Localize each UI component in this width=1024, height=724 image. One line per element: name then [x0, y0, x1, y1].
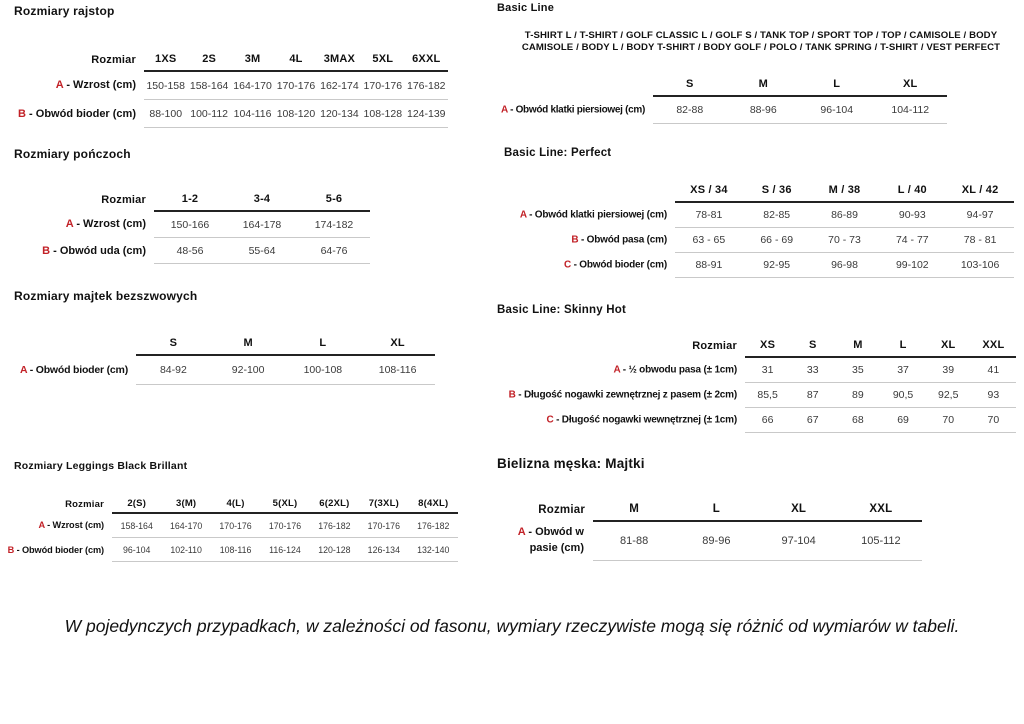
- row-label-text: A - Obwód w pasie (cm): [517, 526, 584, 554]
- size-value-cell: 150-166: [154, 211, 226, 238]
- row-label: [14, 100, 144, 128]
- row-letter: C: [546, 414, 554, 426]
- header-row: [497, 176, 1014, 202]
- row-label-text: B - Obwód uda (cm): [42, 244, 146, 257]
- size-table-basic-line: [497, 70, 947, 124]
- row-label-text: A - Wzrost (cm): [55, 79, 136, 92]
- row-letter: A: [501, 104, 508, 116]
- column-header: XS: [745, 331, 790, 357]
- column-header: L: [800, 70, 874, 96]
- row-letter: B: [18, 107, 26, 120]
- table-row: [14, 71, 448, 100]
- size-value-cell: 31: [745, 357, 790, 383]
- size-value-cell: 87: [790, 383, 835, 408]
- size-value-cell: 105-112: [840, 521, 922, 561]
- size-table: [497, 331, 1016, 433]
- header-row: [497, 70, 947, 96]
- size-value-cell: 170-176: [361, 71, 404, 100]
- size-value-cell: 70: [971, 408, 1016, 433]
- size-value-cell: 92-100: [211, 355, 286, 385]
- section-title-bielizna-meska: Bielizna męska: Majtki: [497, 456, 645, 471]
- row-letter: A: [519, 209, 527, 221]
- corner-label: Rozmiar: [538, 504, 585, 516]
- size-value-cell: 170-176: [274, 71, 317, 100]
- row-label: [14, 71, 144, 100]
- size-value-cell: 74 - 77: [878, 228, 946, 253]
- corner-label: Rozmiar: [91, 54, 136, 66]
- column-header: XS / 34: [675, 176, 743, 202]
- column-header: 5(XL): [260, 493, 309, 513]
- row-letter: A: [55, 79, 64, 92]
- section-title-basic-perfect: Basic Line: Perfect: [504, 147, 612, 159]
- size-value-cell: 84-92: [136, 355, 211, 385]
- size-value-cell: 116-124: [260, 538, 309, 562]
- section-title-majtek-bezszwowe: Rozmiary majtek bezszwowych: [14, 289, 198, 303]
- column-header: M: [593, 495, 675, 521]
- column-header: 4(L): [211, 493, 260, 513]
- size-value-cell: 170-176: [260, 513, 309, 538]
- size-value-cell: 86-89: [811, 202, 879, 228]
- size-table: [14, 45, 448, 128]
- row-label: [14, 513, 112, 538]
- size-value-cell: 66 - 69: [743, 228, 811, 253]
- table-row: [14, 538, 458, 562]
- table-row: [14, 238, 370, 264]
- column-header: XXL: [971, 331, 1016, 357]
- table-row: [497, 96, 947, 124]
- size-value-cell: 158-164: [187, 71, 230, 100]
- row-label-text: A - ½ obwodu pasa (± 1cm): [613, 364, 737, 376]
- size-value-cell: 96-98: [811, 253, 879, 278]
- column-header: 5XL: [361, 45, 404, 71]
- size-value-cell: 66: [745, 408, 790, 433]
- size-value-cell: 176-182: [405, 71, 448, 100]
- header-row: [497, 331, 1016, 357]
- row-letter: B: [508, 389, 516, 401]
- row-label-text: A - Wzrost (cm): [38, 520, 104, 531]
- size-value-cell: 164-178: [226, 211, 298, 238]
- table-row: [497, 521, 922, 561]
- row-label: [7, 538, 112, 562]
- header-row: [14, 185, 370, 211]
- section-title-leggings: Rozmiary Leggings Black Brillant: [14, 460, 188, 472]
- size-value-cell: 63 - 65: [675, 228, 743, 253]
- column-header: XL: [926, 331, 971, 357]
- size-value-cell: 120-128: [310, 538, 359, 562]
- size-value-cell: 70 - 73: [811, 228, 879, 253]
- row-label-text: B - Obwód bioder (cm): [7, 544, 104, 555]
- size-value-cell: 33: [790, 357, 835, 383]
- size-value-cell: 108-120: [274, 100, 317, 128]
- header-row: [14, 493, 458, 513]
- column-header: 6(2XL): [310, 493, 359, 513]
- size-value-cell: 39: [926, 357, 971, 383]
- row-label-text: A - Obwód klatki piersiowej (cm): [501, 104, 645, 116]
- size-value-cell: 37: [880, 357, 925, 383]
- size-value-cell: 78-81: [675, 202, 743, 228]
- row-label: [497, 383, 745, 408]
- column-header: M: [211, 329, 286, 355]
- section-title-basic-line: Basic Line: [497, 2, 555, 14]
- size-table-ponczoch: [14, 185, 370, 264]
- column-header: 2S: [187, 45, 230, 71]
- column-header: 4L: [274, 45, 317, 71]
- column-header: M: [727, 70, 801, 96]
- size-table: [7, 493, 458, 562]
- column-header: 2(S): [112, 493, 161, 513]
- size-value-cell: 108-116: [211, 538, 260, 562]
- size-value-cell: 176-182: [310, 513, 359, 538]
- corner-label: Rozmiar: [65, 499, 104, 510]
- size-value-cell: 124-139: [405, 100, 448, 128]
- table-row: [14, 355, 435, 385]
- size-value-cell: 99-102: [878, 253, 946, 278]
- row-label: [497, 96, 653, 124]
- row-letter: A: [517, 526, 526, 539]
- size-value-cell: 104-112: [874, 96, 948, 124]
- column-header: L: [675, 495, 757, 521]
- column-header: 3M: [231, 45, 274, 71]
- size-value-cell: 108-128: [361, 100, 404, 128]
- size-value-cell: 120-134: [318, 100, 361, 128]
- size-value-cell: 89: [835, 383, 880, 408]
- column-header: XXL: [840, 495, 922, 521]
- table-row: [497, 253, 1014, 278]
- table-row: [14, 211, 370, 238]
- corner-label: [14, 329, 136, 355]
- size-value-cell: 41: [971, 357, 1016, 383]
- column-header: 3-4: [226, 185, 298, 211]
- row-label-text: B - Długość nogawki zewnętrznej z pasem (± 2cm): [508, 389, 737, 401]
- size-table: [497, 495, 922, 561]
- row-label: [14, 355, 136, 385]
- column-header: 6XXL: [405, 45, 448, 71]
- column-header: 3MAX: [318, 45, 361, 71]
- table-row: [14, 100, 448, 128]
- size-value-cell: 164-170: [161, 513, 210, 538]
- size-value-cell: 35: [835, 357, 880, 383]
- size-table-rajstop: [14, 45, 448, 128]
- column-header: M: [835, 331, 880, 357]
- size-value-cell: 82-85: [743, 202, 811, 228]
- size-value-cell: 132-140: [409, 538, 458, 562]
- size-table-leggings: [7, 493, 458, 562]
- header-row: [14, 329, 435, 355]
- size-value-cell: 48-56: [154, 238, 226, 264]
- size-value-cell: 85,5: [745, 383, 790, 408]
- header-row: [14, 45, 448, 71]
- column-header: S: [790, 331, 835, 357]
- row-label: [497, 253, 675, 278]
- size-value-cell: 55-64: [226, 238, 298, 264]
- size-value-cell: 88-100: [144, 100, 187, 128]
- row-letter: B: [7, 544, 15, 555]
- corner-label: [497, 70, 653, 96]
- size-value-cell: 90,5: [880, 383, 925, 408]
- size-value-cell: 88-96: [727, 96, 801, 124]
- size-value-cell: 164-170: [231, 71, 274, 100]
- column-header: XL: [758, 495, 840, 521]
- table-row: [14, 513, 458, 538]
- row-letter: A: [65, 218, 74, 231]
- column-header: S: [136, 329, 211, 355]
- size-table-basic-perfect: [497, 176, 1014, 278]
- size-value-cell: 69: [880, 408, 925, 433]
- column-header: L: [880, 331, 925, 357]
- size-value-cell: 70: [926, 408, 971, 433]
- row-label: [14, 211, 154, 238]
- column-header: L: [286, 329, 361, 355]
- row-label-text: C - Długość nogawki wewnętrznej (± 1cm): [546, 414, 737, 426]
- size-value-cell: 126-134: [359, 538, 408, 562]
- column-header: XL / 42: [946, 176, 1014, 202]
- size-table: [497, 70, 947, 124]
- row-letter: A: [613, 364, 621, 376]
- row-label-text: B - Obwód bioder (cm): [18, 107, 136, 120]
- size-value-cell: 82-88: [653, 96, 727, 124]
- table-row: [497, 228, 1014, 253]
- size-value-cell: 103-106: [946, 253, 1014, 278]
- size-value-cell: 170-176: [211, 513, 260, 538]
- size-value-cell: 108-116: [360, 355, 435, 385]
- header-row: [497, 495, 922, 521]
- size-value-cell: 93: [971, 383, 1016, 408]
- table-row: [497, 357, 1016, 383]
- column-header: S: [653, 70, 727, 96]
- section-title-ponczoch: Rozmiary pończoch: [14, 147, 131, 161]
- size-value-cell: 150-158: [144, 71, 187, 100]
- size-table: [497, 176, 1014, 278]
- size-table-skinny-hot: [497, 331, 1016, 433]
- row-letter: B: [571, 234, 579, 246]
- basic-line-product-list: T-SHIRT L / T-SHIRT / GOLF CLASSIC L / GOLF S / TANK TOP / SPORT TOP / TOP / CAMISOLE / BODY CAMISOLE / BODY L / BODY T-SHIRT / BODY GOLF / POLO / TANK SPRING / T-SHIRT / VEST PERFECT: [521, 30, 1001, 54]
- size-value-cell: 64-76: [298, 238, 370, 264]
- row-letter: C: [563, 259, 571, 271]
- column-header: S / 36: [743, 176, 811, 202]
- size-value-cell: 68: [835, 408, 880, 433]
- column-header: 8(4XL): [409, 493, 458, 513]
- row-letter: A: [20, 363, 27, 376]
- size-value-cell: 92,5: [926, 383, 971, 408]
- column-header: 3(M): [161, 493, 210, 513]
- table-row: [497, 408, 1016, 433]
- section-title-rajstop: Rozmiary rajstop: [14, 4, 115, 18]
- size-value-cell: 96-104: [800, 96, 874, 124]
- size-value-cell: 100-108: [286, 355, 361, 385]
- column-header: L / 40: [878, 176, 946, 202]
- row-letter: A: [38, 520, 45, 531]
- row-label-text: A - Obwód bioder (cm): [20, 363, 128, 376]
- size-value-cell: 100-112: [187, 100, 230, 128]
- column-header: M / 38: [811, 176, 879, 202]
- table-row: [497, 383, 1016, 408]
- size-value-cell: 67: [790, 408, 835, 433]
- section-title-skinny-hot: Basic Line: Skinny Hot: [497, 304, 627, 316]
- size-value-cell: 102-110: [161, 538, 210, 562]
- size-value-cell: 94-97: [946, 202, 1014, 228]
- size-value-cell: 81-88: [593, 521, 675, 561]
- size-value-cell: 96-104: [112, 538, 161, 562]
- size-value-cell: 97-104: [758, 521, 840, 561]
- size-table: [14, 185, 370, 264]
- row-label-text: A - Wzrost (cm): [65, 218, 146, 231]
- footnote-text: W pojedynczych przypadkach, w zależności od fasonu, wymiary rzeczywiste mogą się różnić od wymiarów w tabeli.: [64, 616, 960, 636]
- size-value-cell: 162-174: [318, 71, 361, 100]
- row-label: [497, 408, 745, 433]
- row-label: [497, 228, 675, 253]
- table-row: [497, 202, 1014, 228]
- column-header: 7(3XL): [359, 493, 408, 513]
- column-header: 1XS: [144, 45, 187, 71]
- size-value-cell: 89-96: [675, 521, 757, 561]
- column-header: XL: [360, 329, 435, 355]
- size-value-cell: 92-95: [743, 253, 811, 278]
- row-label: [497, 357, 745, 383]
- row-label: [14, 238, 154, 264]
- size-value-cell: 78 - 81: [946, 228, 1014, 253]
- size-table: [14, 329, 435, 385]
- size-value-cell: 90-93: [878, 202, 946, 228]
- size-value-cell: 170-176: [359, 513, 408, 538]
- corner-label: [497, 176, 675, 202]
- size-value-cell: 158-164: [112, 513, 161, 538]
- row-label: [497, 202, 675, 228]
- row-label-text: C - Obwód bioder (cm): [563, 259, 667, 271]
- corner-label: Rozmiar: [101, 194, 146, 206]
- corner-label: Rozmiar: [692, 340, 737, 352]
- row-label-text: A - Obwód klatki piersiowej (cm): [519, 209, 667, 221]
- size-value-cell: 104-116: [231, 100, 274, 128]
- column-header: XL: [874, 70, 948, 96]
- size-table-majtek-bezszwowe: [14, 329, 435, 385]
- size-table-bielizna-meska: [497, 495, 922, 561]
- size-value-cell: 174-182: [298, 211, 370, 238]
- column-header: 1-2: [154, 185, 226, 211]
- size-value-cell: 176-182: [409, 513, 458, 538]
- size-value-cell: 88-91: [675, 253, 743, 278]
- column-header: 5-6: [298, 185, 370, 211]
- row-label-text: B - Obwód pasa (cm): [571, 234, 667, 246]
- row-letter: B: [42, 244, 51, 257]
- row-label: [497, 521, 593, 561]
